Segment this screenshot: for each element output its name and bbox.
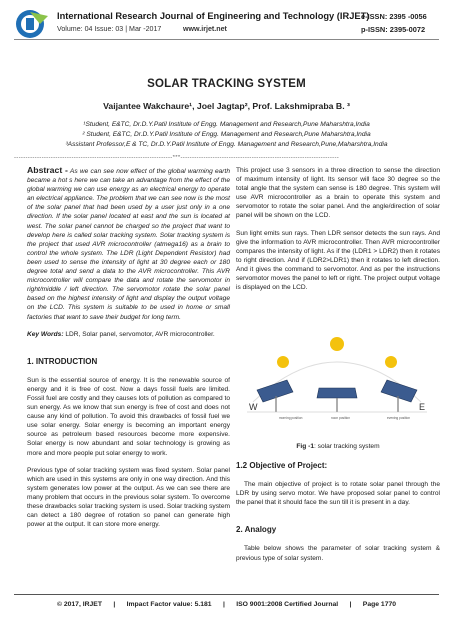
- objective-heading: 1.2 Objective of Project:: [236, 461, 328, 470]
- footer-impact-factor: Impact Factor value: 5.181: [126, 601, 212, 608]
- abstract-label: Abstract -: [27, 165, 68, 175]
- analogy-paragraph: Table below shows the parameter of solar tracking system & previous type of solar system.: [236, 545, 440, 562]
- introduction-paragraph-1: Sun is the essential source of energy. It is the renewable source of energy and it is free of cost. Now a days fossil fuels are limited. Fossil fuel are costly and they causes lots of pollution as compared to sun energy. As we know that sun energy is free of cost and does not cause any kind of pollution. To avoid this drawbacks of fossil fuel we use solar energy. Solar energy is becoming an important energy source as petroleum based resources become more expensive. Solar energy is now abundant and solar technology is growing as more and more people put solar energy to work.: [27, 376, 230, 457]
- panel-label-noon: noon position: [331, 416, 350, 420]
- introduction-heading: 1. INTRODUCTION: [27, 356, 98, 366]
- footer-copyright: © 2017, IRJET: [56, 601, 102, 608]
- right-paragraph-1: This project use 3 sensors in a three direction to sense the direction of maximum intensity of light. Its sensor will face 30 degree so the total angle that the system can sense is 180 degree. This system will use AVR microcontroller as a brain to operate this system and servomotor to rotate the solar panel. And the angle/direction of solar panel will be shown on the LCD.: [236, 167, 440, 220]
- figure-caption-text: : solar tracking system: [314, 443, 380, 450]
- paper-authors: Vaijantee Wakchaure¹, Joel Jagtap², Prof. Lakshmipraba B. ³: [103, 101, 350, 111]
- footer-divider-1: |: [113, 601, 116, 608]
- footer-page-number: Page 1770: [362, 601, 397, 608]
- abstract-body: As we can see now effect of the global warming earth became a hot s here we can take an advantage from the effect of the global warming we can use energy as an electrical energy to operate an electrical appliance. The problem that we can see now is the most of the solar panel that had been used by a user just only in a one direction. If the solar panel located at east and the sun is located at west. The solar panel cannot be charged so the project that want to develop here is called solar tracking system. Solar tracking system is the project that used AVR microcontroller (atmega16) as a brain to control the whole system. The LDR (Light Dependent Resistor) had been used to sense the intensity of light at 30 degree each or 180 degree total and send a data to the AVR microcontroller. This AVR microcontroller will compare the data and rotate the servomotor in right/middle / left direction. The servomotor rotate the solar panel based on the highest intensity of light and display the output voltage on the LCD. This system is suitable to be used in home or small factories that want to save their budget for long term.: [27, 168, 230, 321]
- sun-noon-icon: [330, 337, 344, 351]
- e-issn: e-ISSN: 2395 -0056: [361, 12, 427, 21]
- solar-panel-noon-icon: [317, 388, 357, 412]
- left-column: [27, 166, 230, 537]
- keywords-label: Key Words:: [27, 330, 64, 338]
- affiliation-2: ² Student, E&TC, Dr.D.Y.Patil Institute of Engg. Management and Research,Pune Maharshtra,India: [82, 131, 371, 138]
- sun-morning-icon: [277, 356, 289, 368]
- journal-name: International Research Journal of Engineering and Technology (IRJET): [57, 11, 370, 21]
- footer-text: [0, 601, 453, 608]
- journal-website[interactable]: www.irjet.net: [183, 25, 227, 33]
- volume-issue: [57, 25, 227, 33]
- right-paragraph-2: Sun light emits sun rays. Then LDR sensor detects the sun rays. And give the information to AVR microcontroller. Then AVR microcontroller compares the intensity of light. As if the (LDR1 > LDR2) then it rotates to right direction. And if (LDR2>LDR1) then it rotates to left direction. And it gives the command to servomotor. And as per the instructions servomotor moves the panel to left or right. The project output voltage is displayed on the LCD.: [236, 229, 440, 292]
- sun-evening-icon: [385, 356, 397, 368]
- abstract: [27, 166, 230, 322]
- section-separator: ---------------------------------------------------------------------***---------------------------------------------------------------------: [14, 155, 340, 161]
- irjet-logo-icon: [14, 8, 54, 40]
- affiliation-3: ³Assistant Professor,E & TC, Dr.D.Y.Patil Institute of Engg. Management and Research,Pune,Maharshtra,India: [65, 141, 388, 148]
- solar-panel-morning-icon: [257, 380, 293, 412]
- right-column-top: [236, 166, 440, 300]
- solar-panel-evening-icon: [381, 380, 417, 412]
- header-divider: [14, 39, 439, 40]
- page-footer: [0, 594, 453, 640]
- right-column-bottom: [236, 461, 440, 571]
- keywords-body: LDR, Solar panel, servomotor, AVR microcontroller.: [63, 330, 215, 338]
- footer-divider-3: |: [349, 601, 352, 608]
- figure-caption-label: Fig -1: [296, 443, 314, 450]
- paper-title: SOLAR TRACKING SYSTEM: [147, 78, 306, 90]
- footer-divider: [14, 594, 439, 595]
- objective-paragraph: The main objective of project is to rotate solar panel through the LDR by using servo motor. We have proposed solar panel to control the panel that it should face the sun till it is present in a day.: [236, 481, 440, 507]
- panel-label-evening: evening position: [387, 416, 411, 420]
- affiliation-1: ¹Student, E&TC, Dr.D.Y.Patil Institute of Engg. Management and Research,Pune Maharshtra,India: [83, 121, 370, 128]
- west-label: W: [249, 402, 258, 412]
- figure-caption: [236, 443, 440, 450]
- keywords: [27, 330, 230, 339]
- analogy-heading: 2. Analogy: [236, 525, 277, 535]
- footer-divider-2: |: [222, 601, 225, 608]
- solar-tracking-figure: [243, 332, 431, 424]
- introduction-paragraph-2: Previous type of solar tracking system was fixed system. Solar panel which are used in this systems are only in one way direction. And this system generates low power at the output. As we can see there are many problem that occurs in the previous solar system. To overcome these drawbacks solar tracking system is used. Solar tracking system can detect a 180 degree of rotation so panel can generate high power at the output. It can store more energy.: [27, 466, 230, 529]
- volume-issue-text: Volume: 04 Issue: 03 | Mar -2017: [57, 25, 162, 33]
- footer-iso: ISO 9001:2008 Certified Journal: [236, 601, 339, 608]
- page-header: [0, 0, 453, 44]
- p-issn: p-ISSN: 2395-0072: [361, 25, 426, 34]
- east-label: E: [419, 402, 426, 412]
- panel-label-morning: morning position: [279, 416, 303, 420]
